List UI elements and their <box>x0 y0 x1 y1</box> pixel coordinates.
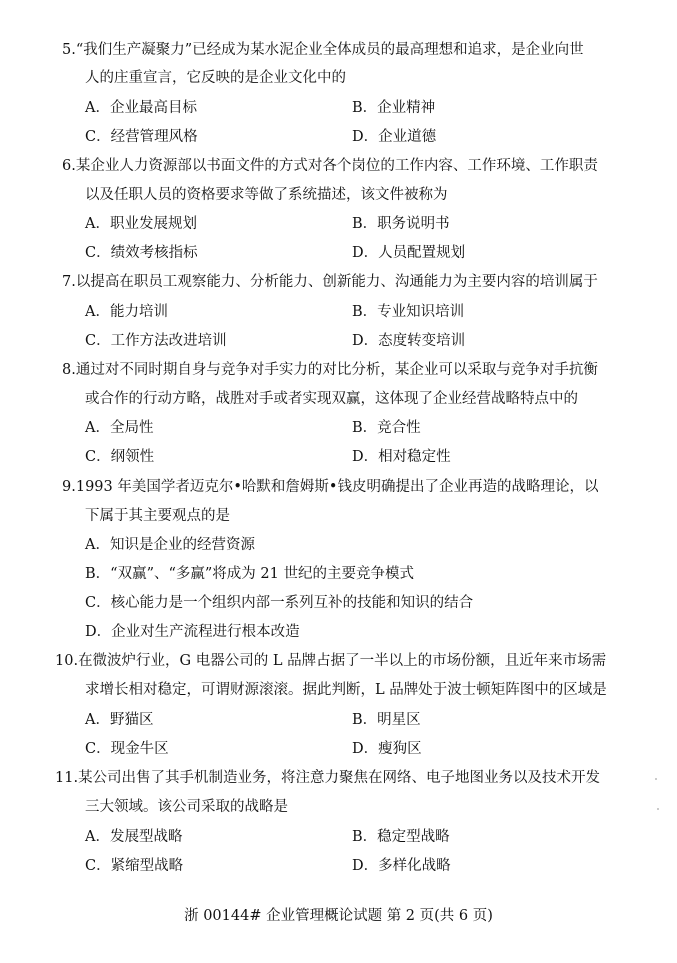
question-11-option-c: C．紧缩型战略 <box>85 858 184 874</box>
question-6-line-1: 6.某企业人力资源部以书面文件的方式对各个岗位的工作内容、工作环境、工作职责 <box>62 158 598 174</box>
question-10-option-c: C．现金牛区 <box>85 741 169 757</box>
question-6-option-b: B．职务说明书 <box>352 216 450 232</box>
page-footer: 浙 00144# 企业管理概论试题 第 2 页(共 6 页) <box>184 908 493 924</box>
question-7-option-b: B．专业知识培训 <box>352 304 465 320</box>
question-11-line-1: 11.某公司出售了其手机制造业务，将注意力聚焦在网络、电子地图业务以及技术开发 <box>55 770 601 786</box>
question-9-option-c: C．核心能力是一个组织内部一系列互补的技能和知识的结合 <box>85 595 474 611</box>
question-9-line-1: 9.1993 年美国学者迈克尔•哈默和詹姆斯•钱皮明确提出了企业再造的战略理论，以 <box>62 479 599 495</box>
question-8-line-1: 8.通过对不同时期自身与竞争对手实力的对比分析，某企业可以采取与竞争对手抗衡 <box>62 362 598 378</box>
question-6-option-c: C．绩效考核指标 <box>85 245 198 261</box>
question-8-option-a: A．全局性 <box>85 420 154 436</box>
question-8-option-d: D．相对稳定性 <box>352 449 451 465</box>
question-5-line-2: 人的庄重宣言，它反映的是企业文化中的 <box>85 70 346 86</box>
question-10-option-a: A．野猫区 <box>85 712 154 728</box>
question-6-option-d: D．人员配置规划 <box>352 245 466 261</box>
question-11-option-b: B．稳定型战略 <box>352 829 450 845</box>
question-8-number: 8. <box>62 362 76 378</box>
scan-speck <box>655 778 657 780</box>
question-10-option-b: B．明星区 <box>352 712 421 728</box>
question-9-option-b: B．“双赢”、“多赢”将成为 21 世纪的主要竞争模式 <box>85 566 414 582</box>
question-8-line-2: 或合作的行动方略，战胜对手或者实现双赢，这体现了企业经营战略特点中的 <box>85 391 578 407</box>
question-7-option-c: C．工作方法改进培训 <box>85 333 227 349</box>
question-8-option-b: B．竞合性 <box>352 420 421 436</box>
question-5-option-b: B．企业精神 <box>352 100 436 116</box>
question-5-option-c: C．经营管理风格 <box>85 129 198 145</box>
question-8-option-c: C．纲领性 <box>85 449 155 465</box>
question-5-number: 5. <box>62 42 76 58</box>
question-9-option-d: D．企业对生产流程进行根本改造 <box>85 624 300 640</box>
question-11-line-2: 三大领域。该公司采取的战略是 <box>85 799 288 815</box>
question-9-line-2: 下属于其主要观点的是 <box>85 508 230 524</box>
question-10-line-1: 10.在微波炉行业，G 电器公司的 L 品牌占据了一半以上的市场份额，且近年来市场需 <box>55 653 607 669</box>
question-7-number: 7. <box>62 274 76 290</box>
question-6-line-2: 以及任职人员的资格要求等做了系统描述，该文件被称为 <box>85 187 448 203</box>
question-7-line-1: 7.以提高在职员工观察能力、分析能力、创新能力、沟通能力为主要内容的培训属于 <box>62 274 598 290</box>
question-11-option-a: A．发展型战略 <box>85 829 183 845</box>
scan-speck <box>657 808 659 810</box>
question-10-line-2: 求增长相对稳定，可谓财源滚滚。据此判断，L 品牌处于波士顿矩阵图中的区域是 <box>85 682 607 698</box>
question-5-line-1: 5.“我们生产凝聚力”已经成为某水泥企业全体成员的最高理想和追求，是企业向世 <box>62 42 584 58</box>
question-5-option-a: A．企业最高目标 <box>85 100 197 116</box>
question-10-number: 10. <box>55 653 79 669</box>
question-5-option-d: D．企业道德 <box>352 129 437 145</box>
question-7-option-a: A．能力培训 <box>85 304 168 320</box>
question-7-option-d: D．态度转变培训 <box>352 333 466 349</box>
question-6-number: 6. <box>62 158 76 174</box>
question-6-option-a: A．职业发展规划 <box>85 216 197 232</box>
question-11-number: 11. <box>55 770 79 786</box>
question-9-number: 9. <box>62 479 76 495</box>
question-9-option-a: A．知识是企业的经营资源 <box>85 537 255 553</box>
question-10-option-d: D．瘦狗区 <box>352 741 422 757</box>
question-11-option-d: D．多样化战略 <box>352 858 451 874</box>
